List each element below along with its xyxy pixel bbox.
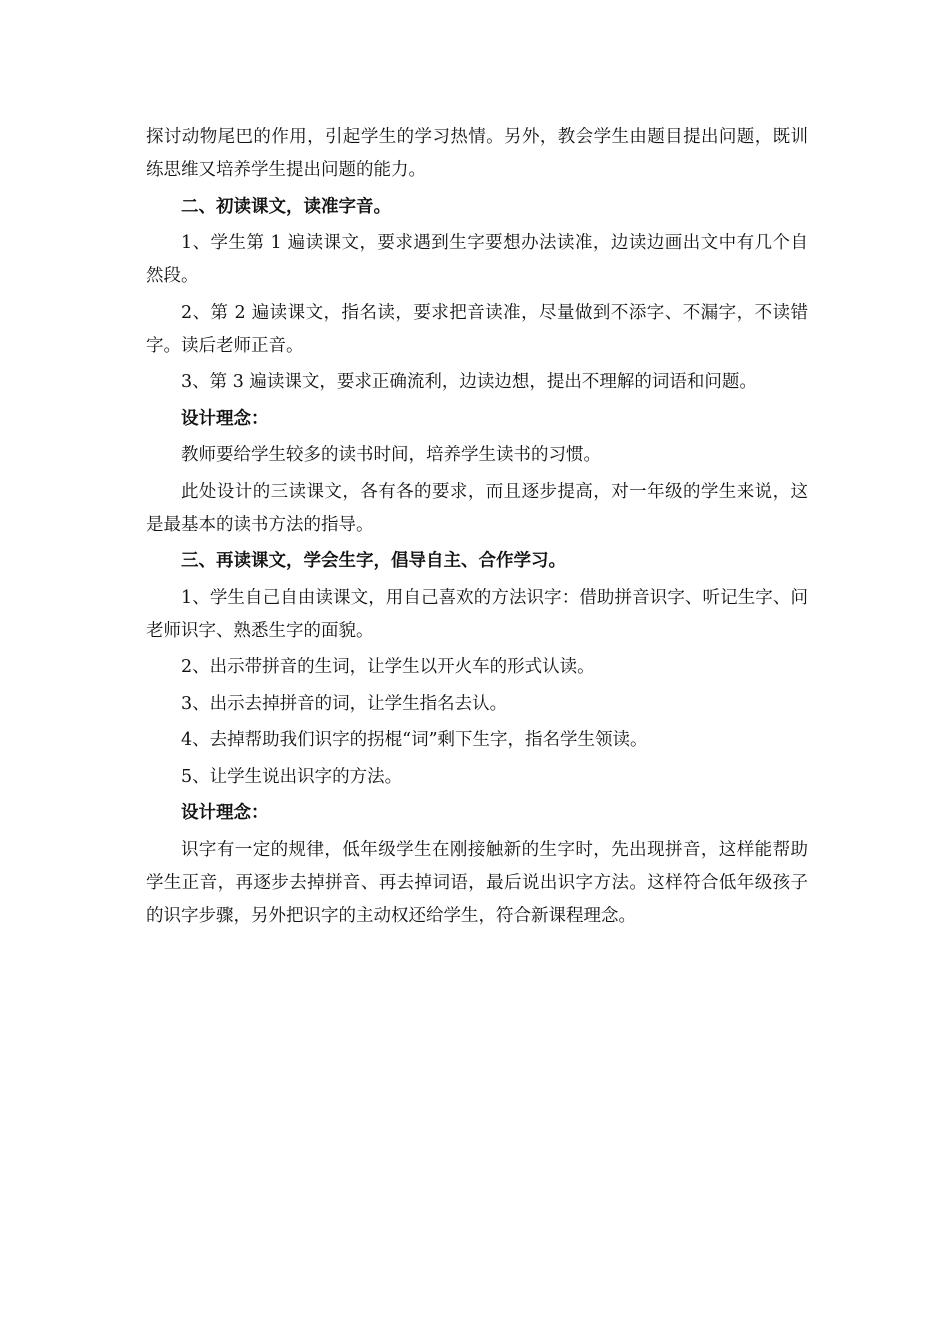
step-free-reading: 1、学生自己自由读课文，用自己喜欢的方法识字：借助拼音识字、听记生字、问老师识字、熟悉生字的面貌。	[146, 587, 808, 641]
design-concept-heading-1: 设计理念：	[181, 408, 269, 429]
design-concept-text-2: 识字有一定的规律，低年级学生在刚接触新的生字时，先出现拼音，这样能帮助学生正音，再逐步去掉拼音、再去掉词语，最后说出识字方法。这样符合低年级孩子的识字步骤，另外把识字的主动权还给学生，符合新课程理念。	[146, 839, 808, 926]
step-first-reading: 1、学生第 1 遍读课文，要求遇到生字要想办法读准，边读边画出文中有几个自然段。	[146, 233, 808, 286]
design-concept-heading-2: 设计理念：	[181, 803, 269, 823]
step-pinyin-words: 2、出示带拼音的生词，让学生以开火车的形式认读。	[181, 657, 595, 677]
step-third-reading: 3、第 3 遍读课文，要求正确流利，边读边想，提出不理解的词语和问题。	[181, 372, 757, 392]
step-words-no-pinyin: 3、出示去掉拼音的词，让学生指名去认。	[181, 693, 508, 714]
step-literacy-methods: 5、让学生说出识字的方法。	[181, 766, 403, 787]
section-heading-reread: 三、再读课文，学会生字，倡导自主、合作学习。	[181, 551, 566, 571]
design-concept-text-1b: 此处设计的三读课文，各有各的要求，而且逐步提高，对一年级的学生来说，这是最基本的读书方法的指导。	[146, 481, 808, 535]
section-heading-first-reading: 二、初读课文，读准字音。	[181, 196, 391, 217]
step-remove-words: 4、去掉帮助我们识字的拐棍“词”剩下生字，指名学生领读。	[181, 730, 648, 750]
paragraph-intro-continuation: 探讨动物尾巴的作用，引起学生的学习热情。另外，教会学生由题目提出问题，既训练思维又培养学生提出问题的能力。	[146, 127, 808, 180]
design-concept-text-1a: 教师要给学生较多的读书时间，培养学生读书的习惯。	[181, 445, 601, 465]
step-second-reading: 2、第 2 遍读课文，指名读，要求把音读准，尽量做到不添字、不漏字，不读错字。读后老师正音。	[146, 302, 808, 356]
document-body	[146, 121, 808, 936]
